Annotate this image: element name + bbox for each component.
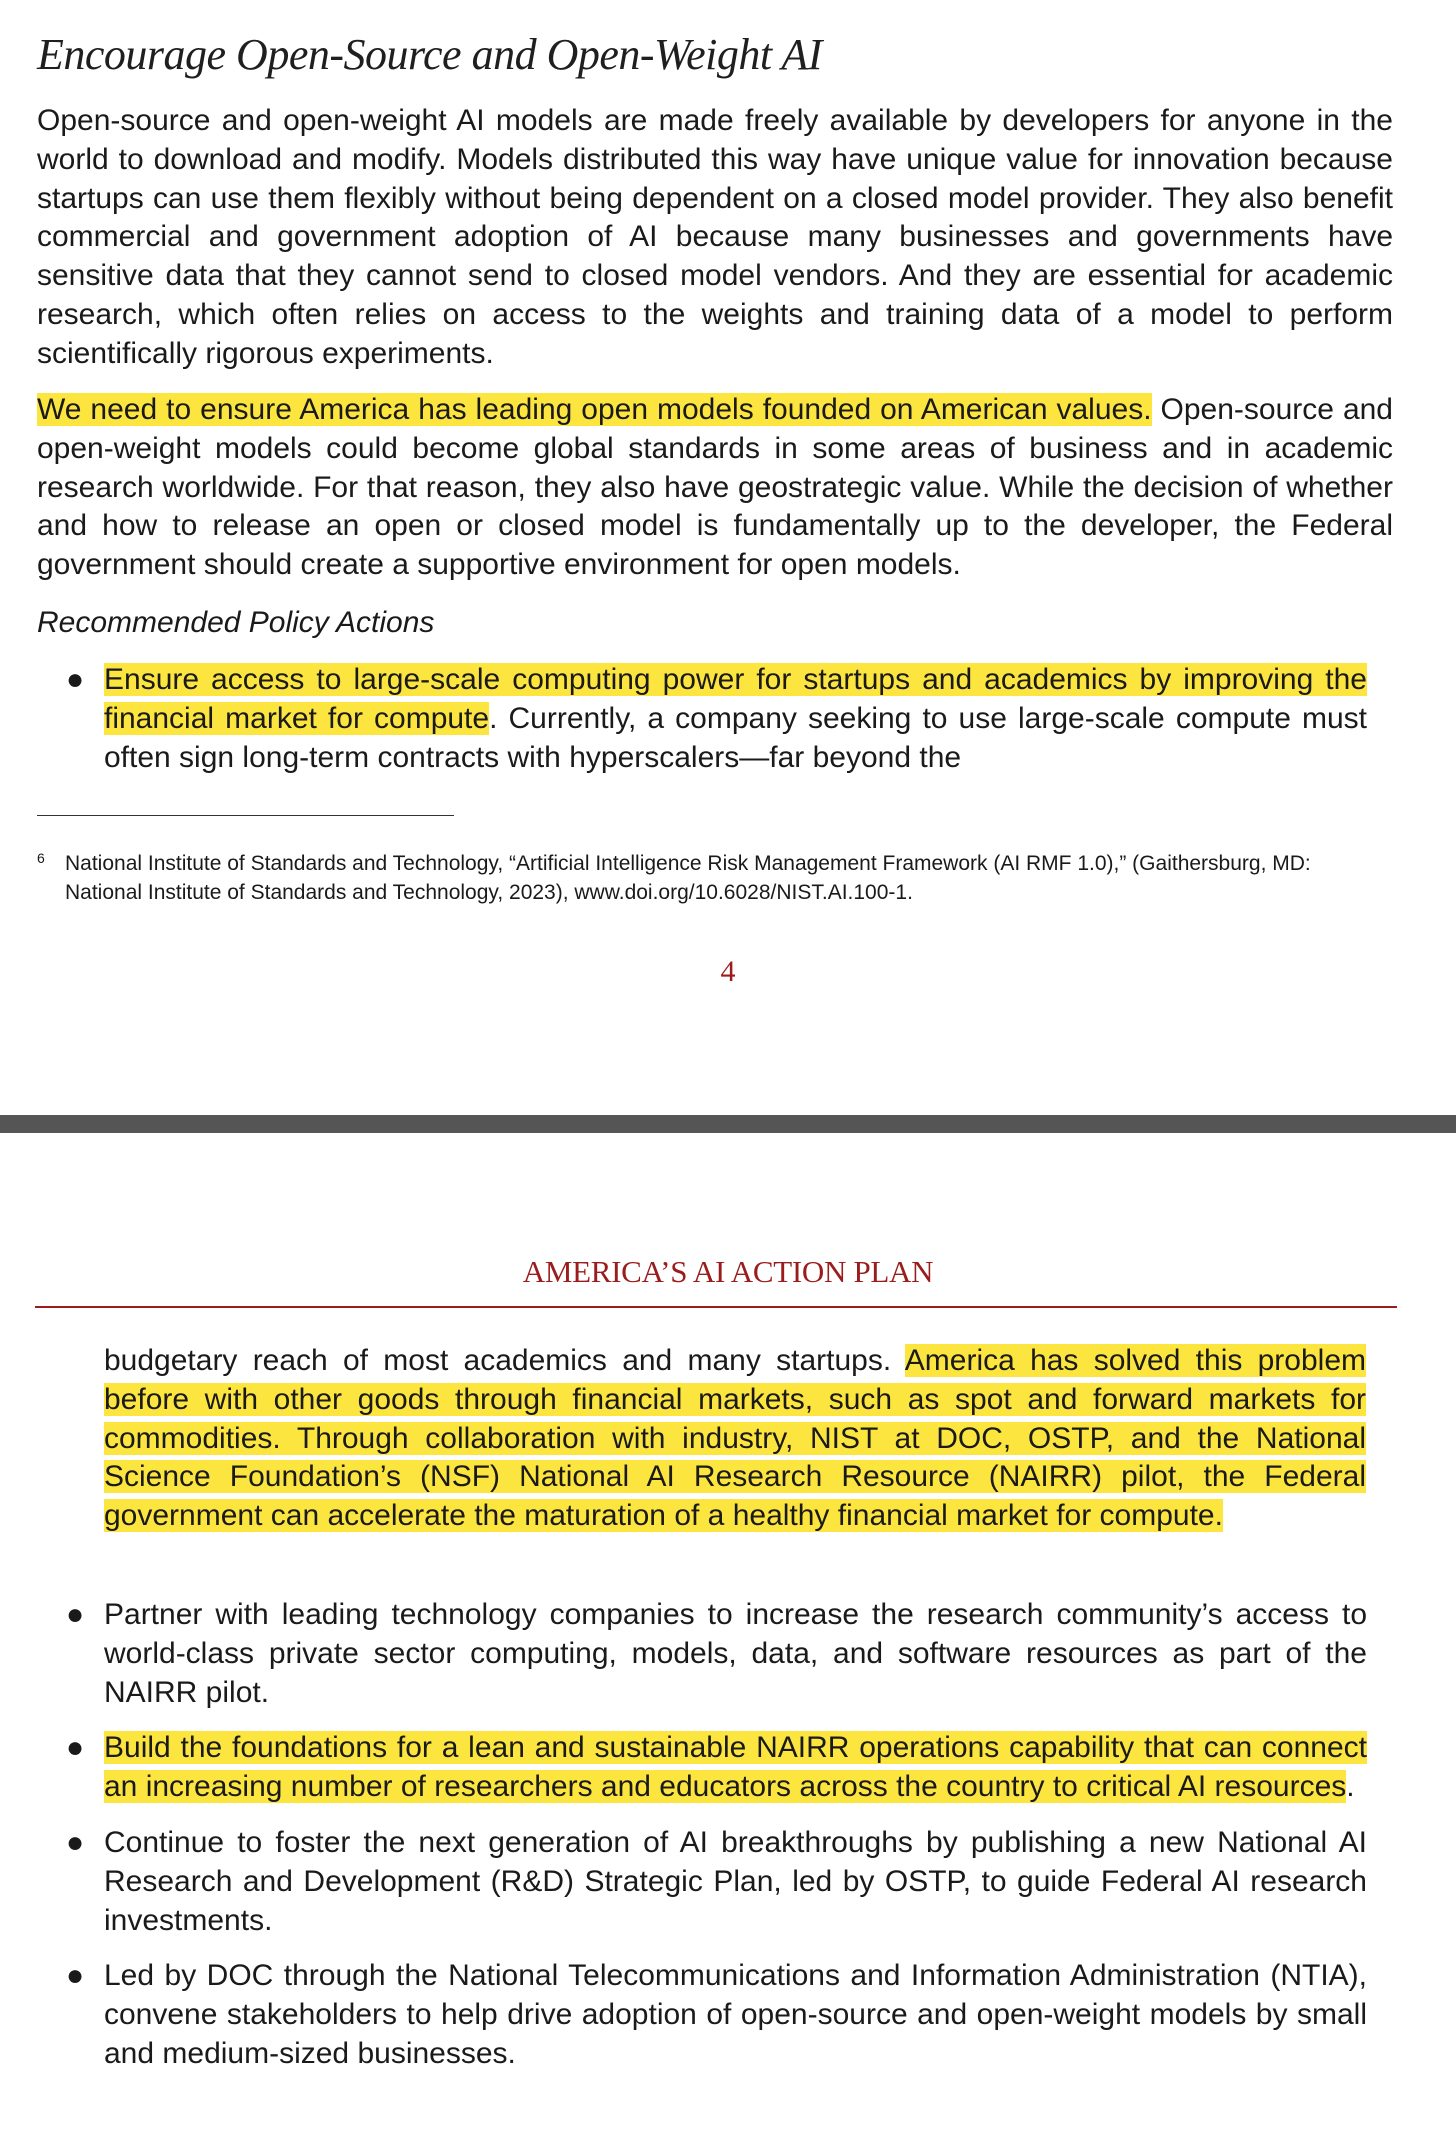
list-item <box>37 1957 1367 2073</box>
paragraph-american-values <box>37 391 1393 585</box>
footnote-number: 6 <box>37 850 45 866</box>
highlighted-text: We need to ensure America has leading open models founded on American values. <box>37 393 1152 426</box>
list-item <box>37 1824 1367 1940</box>
bullet-text: budgetary reach of most academics and many startups. <box>104 1344 905 1377</box>
bullet-icon: ● <box>66 1598 85 1631</box>
list-item <box>37 1596 1367 1712</box>
page-divider <box>0 1115 1456 1133</box>
bullet-icon: ● <box>66 663 85 696</box>
bullet-icon: ● <box>66 1731 85 1765</box>
highlighted-text: America has solved this problem before with other goods through financial markets, such as spot and forward markets for commodities. Through collaboration with industry, NIST at DOC, OSTP, and the National Science Foundation’s (NSF) National AI Research Resource (NAIRR) pilot, the Federal government can accelerate the maturation of a healthy financial market for compute. <box>104 1344 1366 1533</box>
bullet-text: Partner with leading technology companies to increase the research community’s access to world-class private sector computing, models, data, and software resources as part of the NAIRR pilot. <box>104 1598 1367 1709</box>
bullet-text: Continue to foster the next generation of AI breakthroughs by publishing a new National AI Research and Development (R&D) Strategic Plan, led by OSTP, to guide Federal AI research investments. <box>104 1825 1367 1937</box>
page-number: 4 <box>720 955 736 988</box>
list-item <box>37 1729 1367 1807</box>
running-header: AMERICA’S AI ACTION PLAN <box>522 1254 934 1289</box>
highlighted-text: Build the foundations for a lean and sustainable NAIRR operations capability that can connect an increasing number of researchers and educators across the country to critical AI resources <box>104 1731 1367 1804</box>
paragraph-open-models-intro: Open-source and open-weight AI models are made freely available by developers for anyone in the world to download and modify. Models distributed this way have unique value for innovation because startups can use them flexibly without being dependent on a closed model provider. They also benefit commercial and government adoption of AI because many businesses and governments have sensitive data that they cannot send to closed model vendors. And they are essential for academic research, which often relies on access to the weights and training data of a model to perform scientifically rigorous experiments. <box>37 104 1393 370</box>
header-rule <box>35 1306 1397 1308</box>
list-item <box>37 661 1367 777</box>
footnote <box>37 850 1337 907</box>
bullet-text-rest: . Currently, a company seeking to use large-scale compute must often sign long-term contracts with hyperscalers—far beyond the <box>104 701 1367 774</box>
bullet-continuation <box>104 1342 1366 1536</box>
section-heading: Encourage Open-Source and Open-Weight AI <box>37 30 822 79</box>
bullet-text: Led by DOC through the National Telecommunications and Information Administration (NTIA), convene stakeholders to help drive adoption of open-source and open-weight models by small and medium-sized businesses. <box>104 1959 1367 2070</box>
paragraph-text: Open-source and open-weight models could become global standards in some areas of business and in academic research worldwide. For that reason, they also have geostrategic value. While the decision of whether and how to release an open or closed model is fundamentally up to the developer, the Federal government should create a supportive environment for open models. <box>37 393 1393 582</box>
footnote-divider <box>37 815 454 816</box>
footnote-text: National Institute of Standards and Technology, “Artificial Intelligence Risk Management Framework (AI RMF 1.0),” (Gaithersburg, MD: National Institute of Standards and Technology, 2023), www.doi.org/10.6028/NIST.AI.100-1. <box>65 852 1311 904</box>
bullet-text <box>104 1729 1367 1807</box>
bullet-icon: ● <box>66 1825 85 1859</box>
policy-actions-list-continued <box>37 1596 1367 2091</box>
bullet-text-rest: . <box>1346 1770 1355 1804</box>
policy-actions-list <box>37 661 1367 777</box>
bullet-text <box>104 661 1367 777</box>
bullet-icon: ● <box>66 1959 85 1993</box>
highlighted-text: Ensure access to large-scale computing power for startups and academics by improving the financial market for compute <box>104 663 1367 735</box>
recommended-actions-title: Recommended Policy Actions <box>37 606 435 639</box>
